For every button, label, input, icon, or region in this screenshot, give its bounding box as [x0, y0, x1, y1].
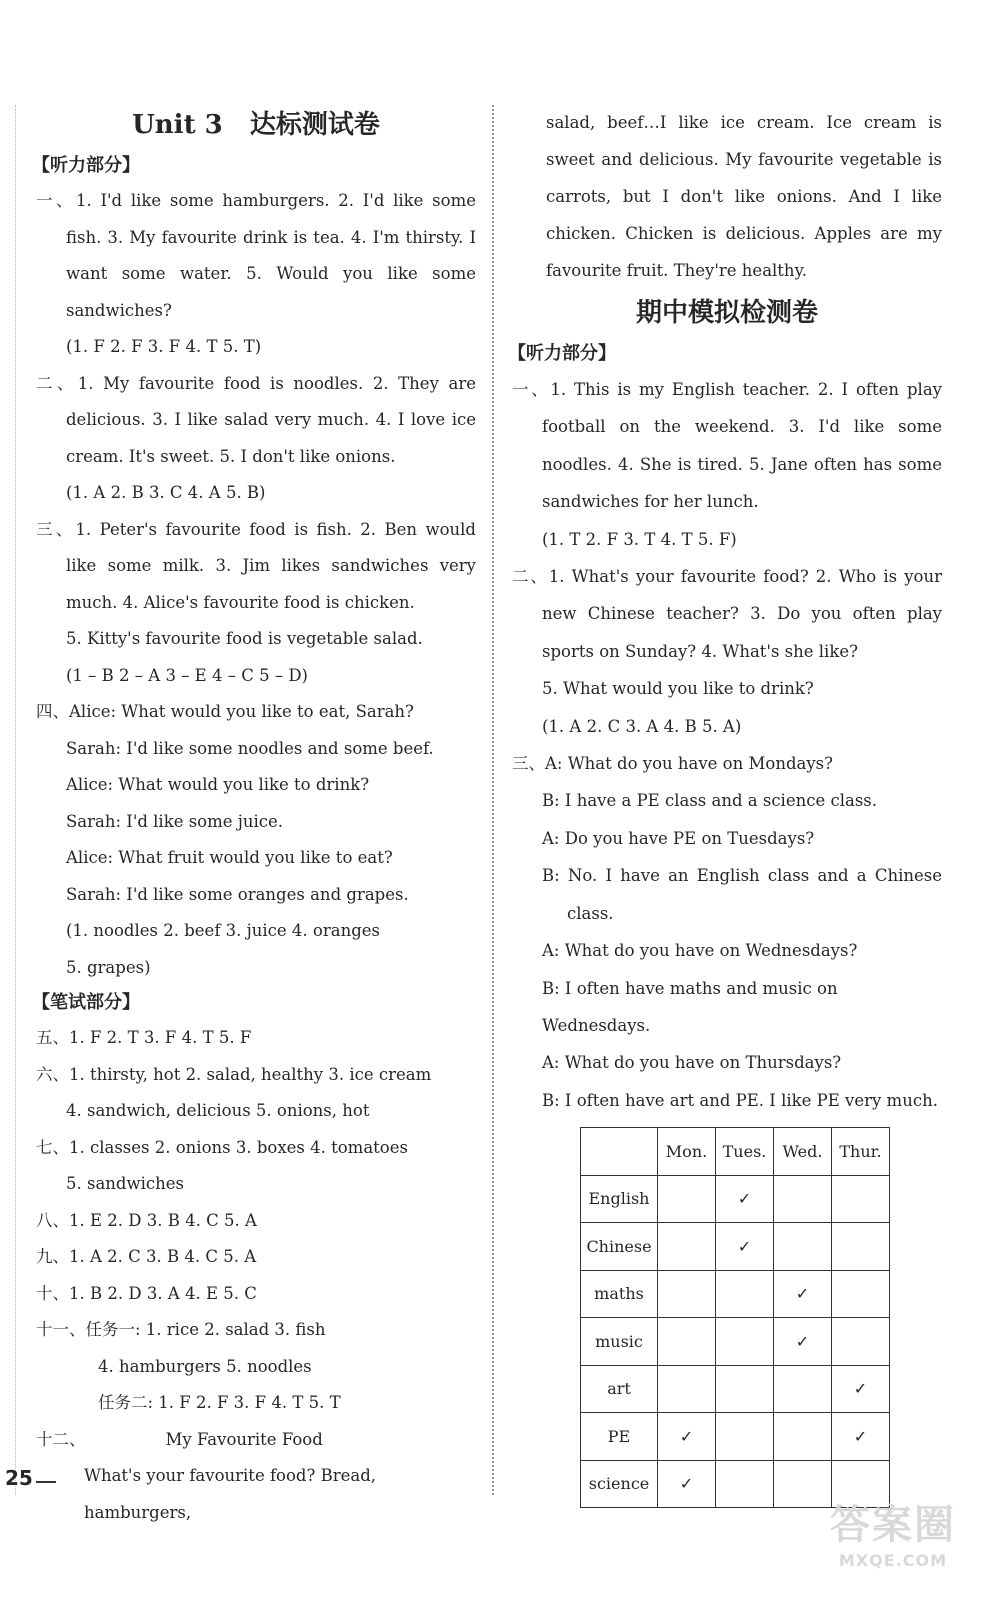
midterm-q1-text: 一、1. This is my English teacher. 2. I often play football on the weekend. 3. I'd like some noodles. 4. She is tired. 5. Jane often has some sandwiches for her lunch. — [512, 380, 942, 512]
table-row — [581, 1318, 890, 1366]
check-cell — [658, 1175, 716, 1223]
check-cell — [774, 1365, 832, 1413]
q4-line5: Alice: What fruit would you like to eat? — [66, 848, 393, 867]
column-divider — [492, 105, 494, 1495]
q11-task1: 十一、任务一: 1. rice 2. salad 3. fish — [36, 1320, 326, 1339]
q4-answers-2: 5. grapes) — [66, 957, 151, 977]
q5-answers: 五、1. F 2. T 3. F 4. T 5. F — [36, 1028, 252, 1047]
check-cell — [716, 1460, 774, 1508]
writing-header: 【笔试部分】 — [32, 992, 140, 1013]
midterm-q3-line6: B: I often have maths and music on Wednesdays. — [542, 978, 838, 1035]
check-cell — [658, 1223, 716, 1271]
midterm-q3-line7: A: What do you have on Thursdays? — [542, 1053, 842, 1073]
check-cell — [658, 1270, 716, 1318]
left-margin-rule — [15, 105, 16, 1495]
table-row — [581, 1365, 890, 1413]
midterm-q3-line4: B: No. I have an English class and a Chinese class. — [542, 866, 942, 923]
midterm-q3-line1: 三、A: What do you have on Mondays? — [512, 754, 833, 774]
page-number-dash — [36, 1481, 56, 1483]
midterm-q1-answers: (1. T 2. F 3. T 4. T 5. F) — [542, 529, 737, 549]
q3-item5: 5. Kitty's favourite food is vegetable salad. — [66, 629, 423, 648]
midterm-listening-header: 【听力部分】 — [508, 343, 616, 364]
check-cell: ✓ — [832, 1413, 890, 1461]
check-cell — [716, 1270, 774, 1318]
table-header-row — [581, 1128, 890, 1176]
midterm-q2-item5: 5. What would you like to drink? — [542, 679, 814, 699]
q4-line1: 四、Alice: What would you like to eat, Sarah? — [36, 702, 414, 721]
q12-heading — [36, 1422, 476, 1459]
table-row — [581, 1223, 890, 1271]
check-cell — [774, 1413, 832, 1461]
unit3-title: Unit 3 达标测试卷 — [132, 110, 380, 140]
q1-text: 一、1. I'd like some hamburgers. 2. I'd like some fish. 3. My favourite drink is tea. 4. I'm thirsty. I want some water. 5. Would you like some sandwiches? — [36, 191, 476, 320]
subject-cell: Chinese — [581, 1223, 658, 1271]
check-cell — [832, 1270, 890, 1318]
q7-answers-1: 七、1. classes 2. onions 3. boxes 4. tomatoes — [36, 1137, 408, 1157]
check-cell — [832, 1318, 890, 1366]
q12-essay-continued: salad, beef…I like ice cream. Ice cream is sweet and delicious. My favourite vegetable is carrots, but I don't like onions. And I like chicken. Chicken is delicious. Apples are my favourite fruit. They're healthy. — [546, 113, 942, 280]
check-cell: ✓ — [774, 1270, 832, 1318]
subject-cell: PE — [581, 1413, 658, 1461]
day-header: Tues. — [716, 1128, 774, 1176]
midterm-q3-line3: A: Do you have PE on Tuesdays? — [542, 828, 815, 848]
check-cell: ✓ — [716, 1175, 774, 1223]
listening-header: 【听力部分】 — [32, 155, 140, 176]
right-column — [508, 104, 942, 1508]
check-cell: ✓ — [832, 1365, 890, 1413]
q1-answers: (1. F 2. F 3. F 4. T 5. T) — [66, 337, 262, 356]
check-cell — [774, 1175, 832, 1223]
check-cell: ✓ — [658, 1413, 716, 1461]
check-cell — [658, 1318, 716, 1366]
q6-answers-1: 六、1. thirsty, hot 2. salad, healthy 3. ice cream — [36, 1064, 432, 1084]
check-cell — [658, 1365, 716, 1413]
q9-answers: 九、1. A 2. C 3. B 4. C 5. A — [36, 1247, 257, 1266]
q12-essay-line1: What's your favourite food? Bread, hamburgers, — [84, 1466, 376, 1522]
q2-text: 二、1. My favourite food is noodles. 2. They are delicious. 3. I like salad very much. 4. I love ice cream. It's sweet. 5. I don't like onions. — [36, 373, 476, 466]
subject-cell: art — [581, 1365, 658, 1413]
q8-answers: 八、1. E 2. D 3. B 4. C 5. A — [36, 1210, 257, 1230]
midterm-title: 期中模拟检测卷 — [635, 298, 818, 328]
q10-answers: 十、1. B 2. D 3. A 4. E 5. C — [36, 1283, 257, 1303]
q4-answers-1: (1. noodles 2. beef 3. juice 4. oranges — [66, 921, 380, 940]
check-cell: ✓ — [774, 1318, 832, 1366]
check-cell — [832, 1175, 890, 1223]
midterm-q2-answers: (1. A 2. C 3. A 4. B 5. A) — [542, 716, 742, 736]
check-cell — [832, 1223, 890, 1271]
table-corner-cell — [581, 1128, 658, 1176]
watermark — [808, 1500, 978, 1590]
day-header: Wed. — [774, 1128, 832, 1176]
midterm-q3-line2: B: I have a PE class and a science class. — [542, 791, 878, 811]
schedule-table — [580, 1127, 890, 1508]
watermark-url: MXQE.COM — [838, 1551, 948, 1570]
midterm-q2-text: 二、1. What's your favourite food? 2. Who is your new Chinese teacher? 3. Do you often play sports on Sunday? 4. What's she like? — [512, 567, 942, 661]
midterm-q3-line5: A: What do you have on Wednesdays? — [542, 941, 858, 961]
q4-line3: Alice: What would you like to drink? — [66, 775, 370, 794]
q4-line2: Sarah: I'd like some noodles and some beef. — [66, 738, 434, 758]
check-cell: ✓ — [658, 1460, 716, 1508]
check-cell — [716, 1413, 774, 1461]
q12-essay-title: My Favourite Food — [165, 1429, 323, 1449]
table-row — [581, 1270, 890, 1318]
left-column — [32, 103, 476, 1531]
q4-line4: Sarah: I'd like some juice. — [66, 811, 284, 831]
q6-answers-2: 4. sandwich, delicious 5. onions, hot — [66, 1101, 370, 1120]
q7-answers-2: 5. sandwiches — [66, 1174, 184, 1193]
day-header: Thur. — [832, 1128, 890, 1176]
q3-text: 三、1. Peter's favourite food is fish. 2. Ben would like some milk. 3. Jim likes sandwiches very much. 4. Alice's favourite food is chicken. — [36, 519, 476, 612]
subject-cell: science — [581, 1460, 658, 1508]
table-row — [581, 1175, 890, 1223]
q11-task1-cont: 4. hamburgers 5. noodles — [98, 1356, 312, 1376]
q12-label: 十二、 — [36, 1429, 86, 1449]
q2-answers: (1. A 2. B 3. C 4. A 5. B) — [66, 483, 266, 502]
q4-line6: Sarah: I'd like some oranges and grapes. — [66, 884, 409, 904]
table-row — [581, 1413, 890, 1461]
watermark-logo: 答案圈 — [830, 1502, 956, 1548]
page-number: 25 — [5, 1466, 33, 1490]
q11-task2: 任务二: 1. F 2. F 3. F 4. T 5. T — [98, 1393, 341, 1412]
midterm-q3-line8: B: I often have art and PE. I like PE very much. — [542, 1090, 938, 1110]
check-cell: ✓ — [716, 1223, 774, 1271]
check-cell — [774, 1223, 832, 1271]
subject-cell: English — [581, 1175, 658, 1223]
check-cell — [716, 1318, 774, 1366]
q3-answers: (1 – B 2 – A 3 – E 4 – C 5 – D) — [66, 665, 308, 685]
subject-cell: music — [581, 1318, 658, 1366]
subject-cell: maths — [581, 1270, 658, 1318]
day-header: Mon. — [658, 1128, 716, 1176]
check-cell — [716, 1365, 774, 1413]
